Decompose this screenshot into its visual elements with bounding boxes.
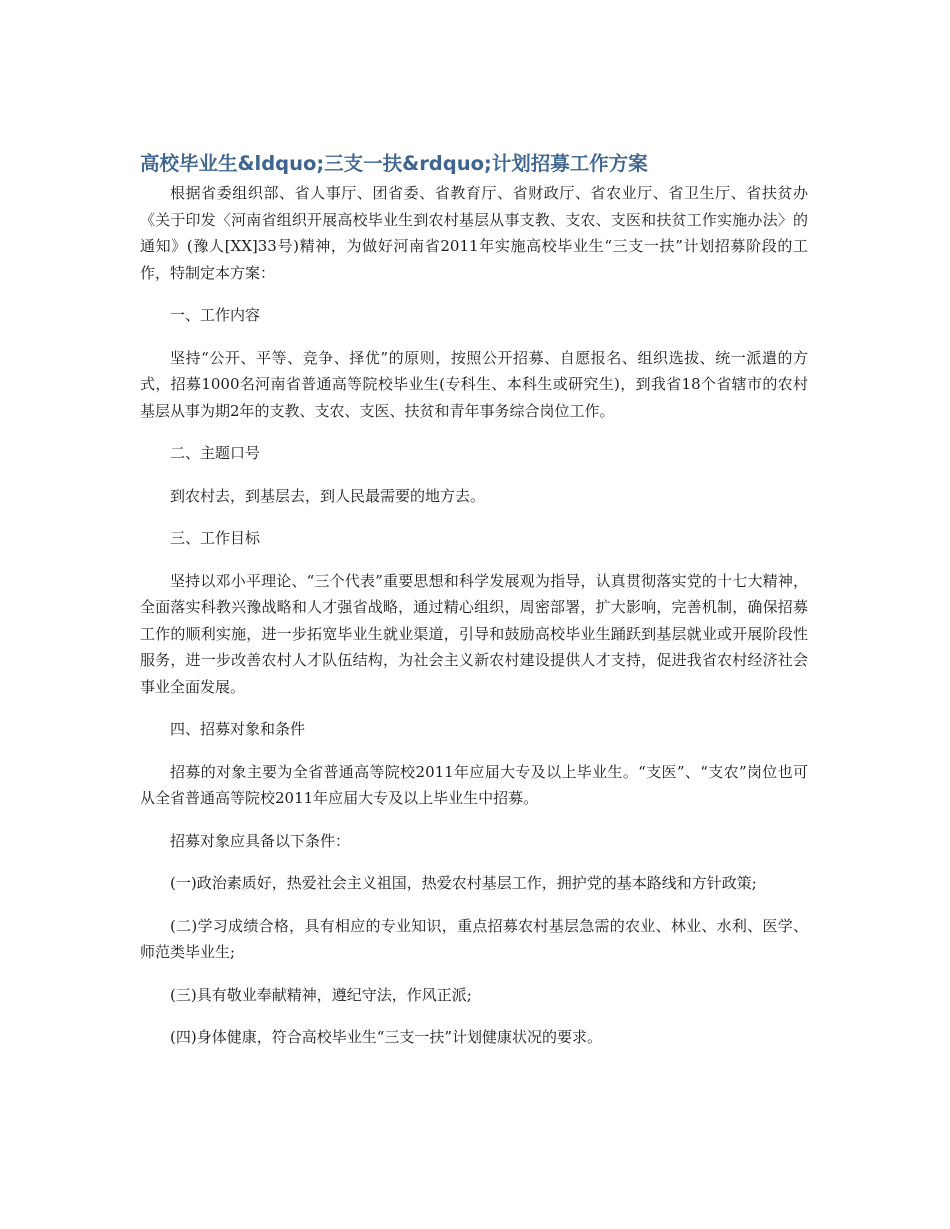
condition-item-3: (三)具有敬业奉献精神，遵纪守法，作风正派; — [170, 985, 472, 1004]
condition-item-2: (二)学习成绩合格，具有相应的专业知识，重点招募农村基层急需的农业、林业、水利、医学、师范类毕业生; — [140, 916, 808, 961]
heading-slogan: 二、主题口号 — [170, 444, 261, 462]
document-title: 高校毕业生&ldquo;三支一扶&rdquo;计划招募工作方案 — [140, 152, 648, 175]
condition-item-4: (四)身体健康，符合高校毕业生“三支一扶”计划健康状况的要求。 — [170, 1028, 603, 1046]
heading-work-content: 一、工作内容 — [170, 306, 261, 324]
paragraph-slogan: 到农村去，到基层去，到人民最需要的地方去。 — [170, 486, 486, 505]
condition-item-1: (一)政治素质好，热爱社会主义祖国，热爱农村基层工作，拥护党的基本路线和方针政策; — [170, 874, 757, 892]
paragraph-conditions-intro: 招募对象应具备以下条件： — [170, 831, 351, 850]
paragraph-work-content: 坚持“公开、平等、竞争、择优”的原则，按照公开招募、自愿报名、组织选拔、统一派遣的方式，招募1000名河南省普通高等院校毕业生(专科生、本科生或研究生)，到我省18个省辖市的农村基层从事为期2年的支教、支农、支医、扶贫和青年事务综合岗位工作。 — [140, 348, 808, 420]
paragraph-intro: 根据省委组织部、省人事厅、团省委、省教育厅、省财政厅、省农业厅、省卫生厅、省扶贫办《关于印发〈河南省组织开展高校毕业生到农村基层从事支教、支农、支医和扶贫工作实施办法〉的通知》(豫人[XX]33号)精神，为做好河南省2011年实施高校毕业生“三支一扶”计划招募阶段的工作，特制定本方案： — [140, 184, 808, 282]
heading-work-goals: 三、工作目标 — [170, 529, 261, 547]
heading-recruitment-targets: 四、招募对象和条件 — [170, 720, 306, 738]
paragraph-work-goals: 坚持以邓小平理论、“三个代表”重要思想和科学发展观为指导，认真贯彻落实党的十七大精神，全面落实科教兴豫战略和人才强省战略，通过精心组织，周密部署，扩大影响，完善机制，确保招募工作的顺利实施，进一步拓宽毕业生就业渠道，引导和鼓励高校毕业生踊跃到基层就业或开展阶段性服务，进一步改善农村人才队伍结构，为社会主义新农村建设提供人才支持，促进我省农村经济社会事业全面发展。 — [140, 571, 808, 696]
paragraph-recruitment-targets: 招募的对象主要为全省普通高等院校2011年应届大专及以上毕业生。“支医”、“支农”岗位也可从全省普通高等院校2011年应届大专及以上毕业生中招募。 — [140, 762, 808, 807]
document-page — [140, 148, 808, 1051]
